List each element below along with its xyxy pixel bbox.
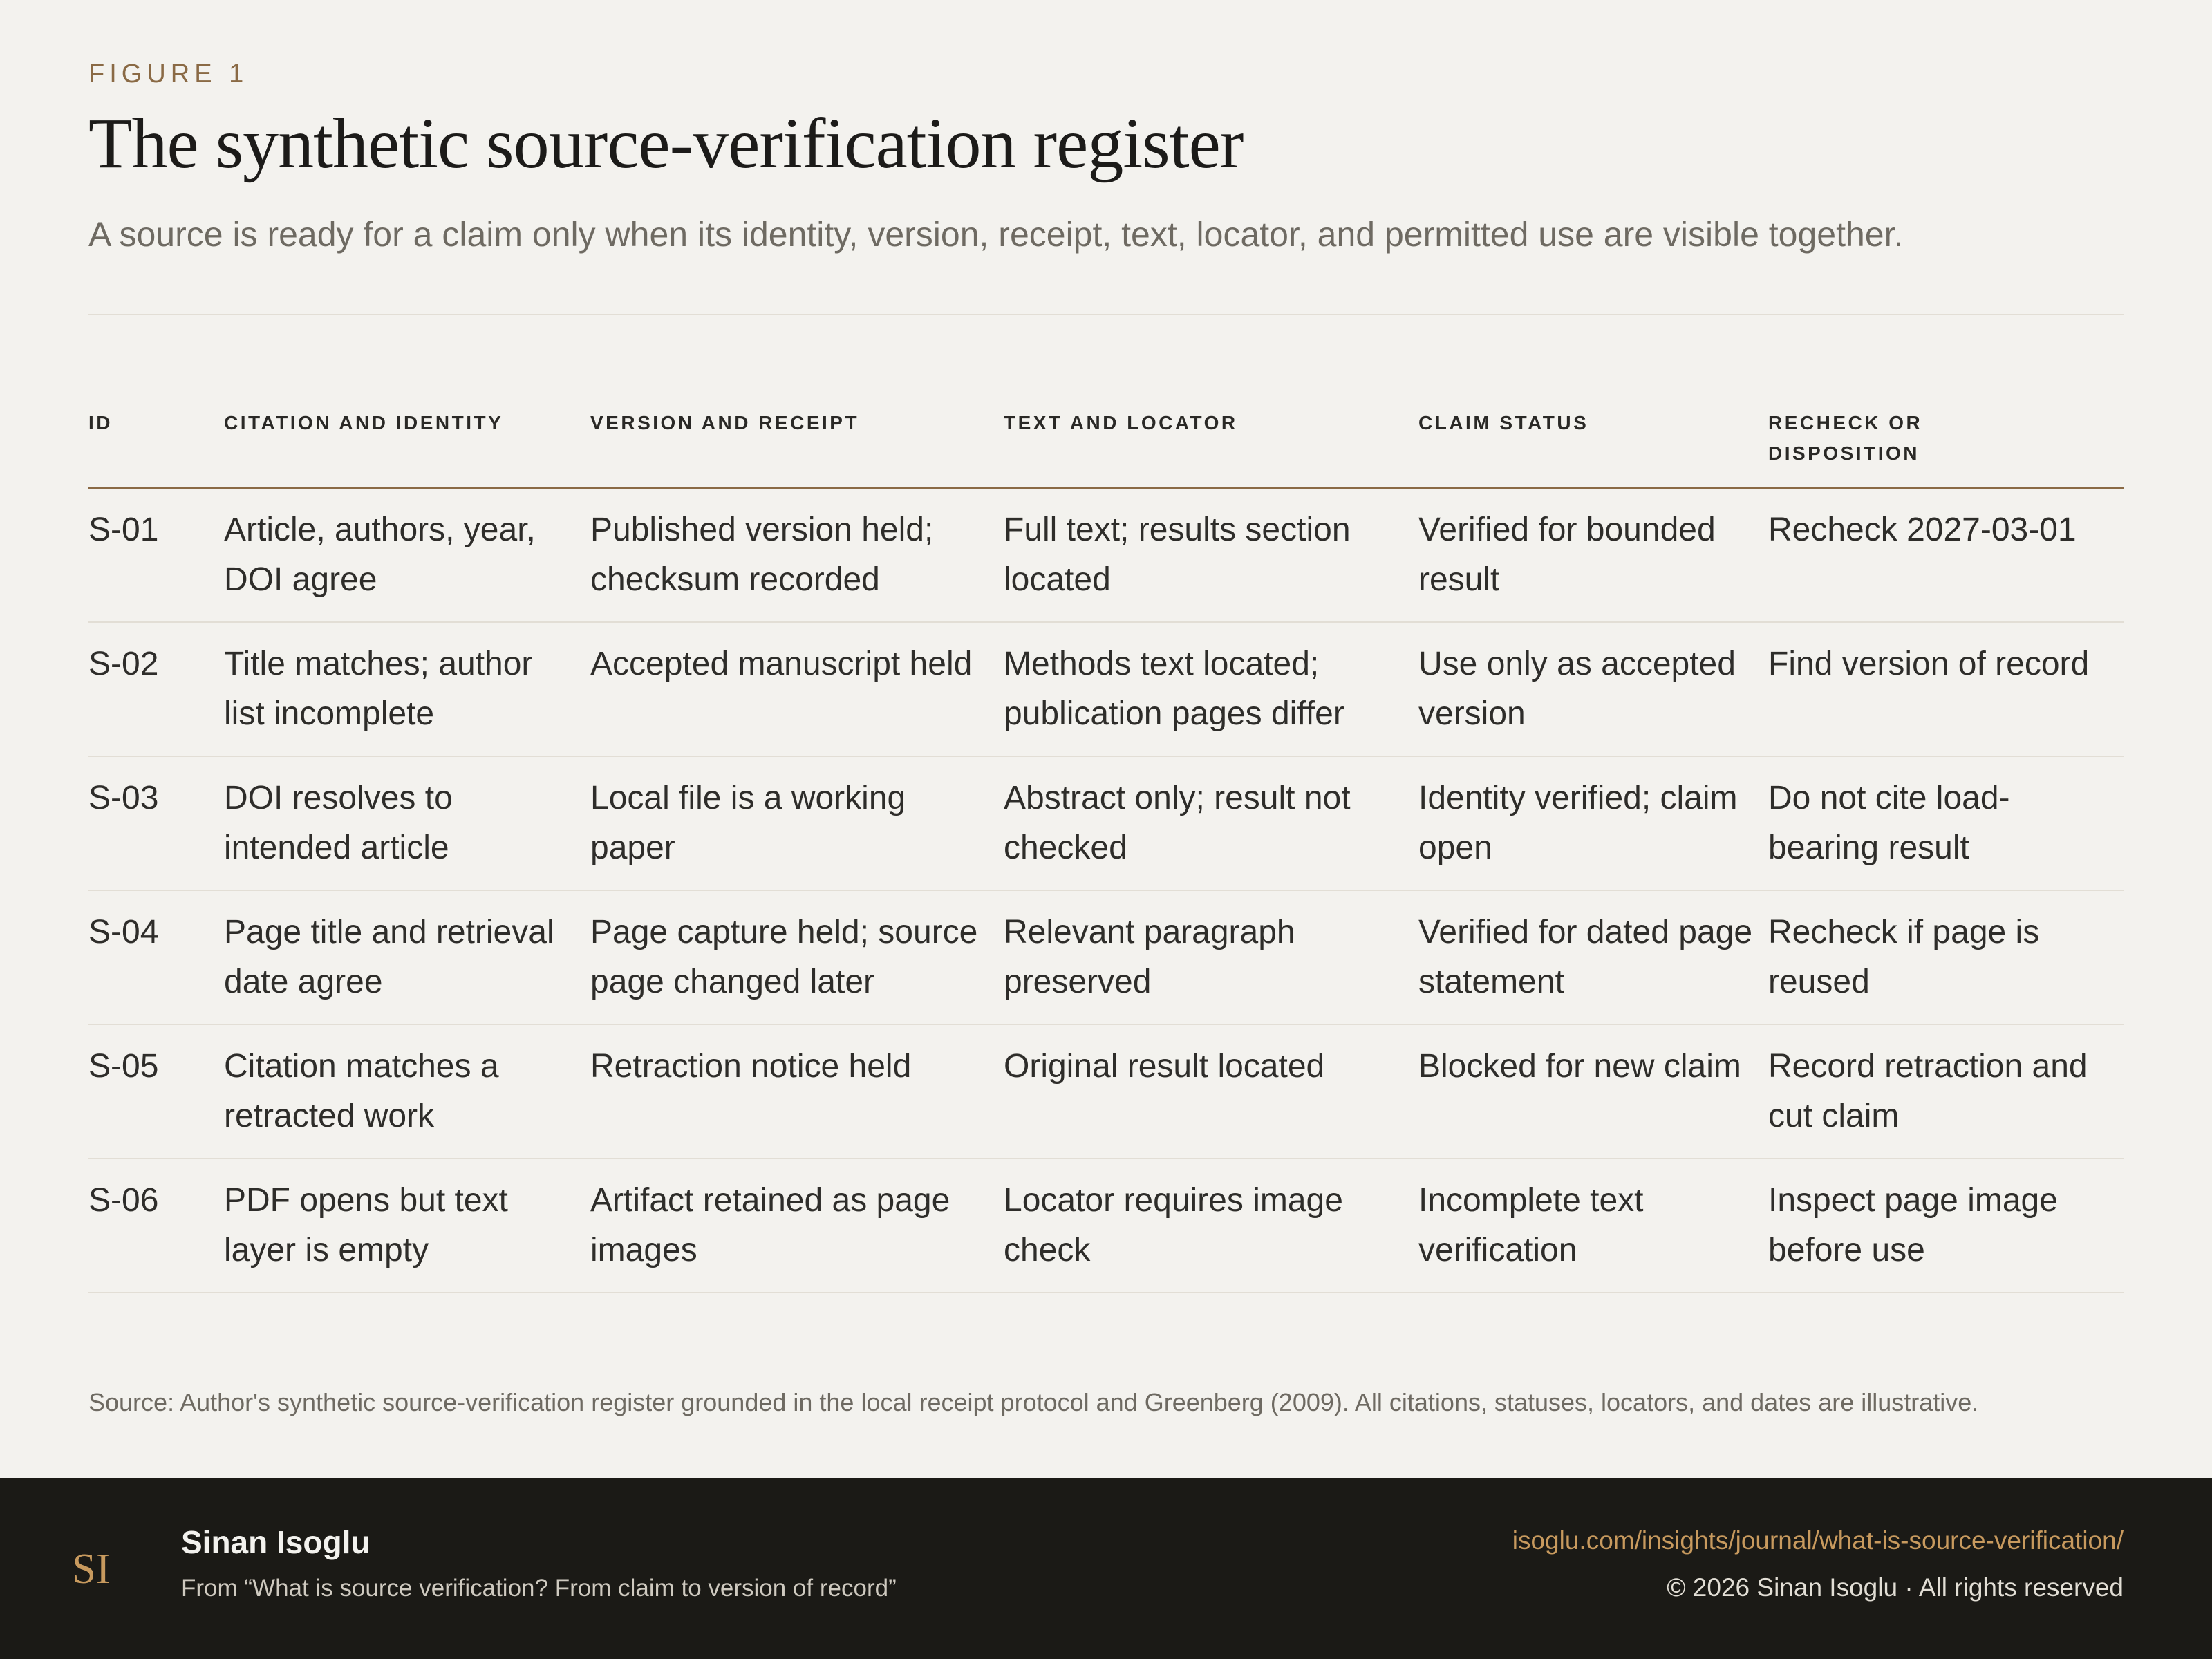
cell-text: Abstract only; result not checked [1004, 756, 1418, 890]
footer [0, 1478, 2212, 1659]
figure-subtitle: A source is ready for a claim only when its identity, version, receipt, text, locator, and permitted use are visible together. [88, 215, 1904, 254]
cell-recheck: Recheck 2027-03-01 [1768, 488, 2124, 623]
table-row [88, 488, 2124, 623]
cell-claim-status: Verified for dated page statement [1418, 890, 1768, 1024]
cell-text: Original result located [1004, 1024, 1418, 1159]
cell-id: S-05 [88, 1024, 224, 1159]
article-link[interactable]: isoglu.com/insights/journal/what-is-source-verification/ [1512, 1526, 2124, 1555]
table-header-row [88, 387, 2124, 488]
column-header-claim-status: CLAIM STATUS [1418, 387, 1768, 488]
source-note: Source: Author's synthetic source-verification register grounded in the local receipt protocol and Greenberg (2009). All citations, statuses, locators, and dates are illustrative. [88, 1388, 1979, 1416]
cell-citation: Page title and retrieval date agree [224, 890, 590, 1024]
cell-recheck: Find version of record [1768, 622, 2124, 756]
cell-version: Retraction notice held [590, 1024, 1004, 1159]
table-row [88, 622, 2124, 756]
column-header-version: VERSION AND RECEIPT [590, 387, 1004, 488]
table-row [88, 1159, 2124, 1293]
cell-text: Relevant paragraph preserved [1004, 890, 1418, 1024]
cell-id: S-01 [88, 488, 224, 623]
cell-recheck: Do not cite load-bearing result [1768, 756, 2124, 890]
cell-version: Page capture held; source page changed later [590, 890, 1004, 1024]
cell-version: Artifact retained as page images [590, 1159, 1004, 1293]
cell-id: S-02 [88, 622, 224, 756]
cell-id: S-04 [88, 890, 224, 1024]
column-header-recheck: RECHECK OR DISPOSITION [1768, 387, 2124, 488]
cell-text: Locator requires image check [1004, 1159, 1418, 1293]
monogram-logo-icon [64, 1541, 119, 1597]
column-header-citation: CITATION AND IDENTITY [224, 387, 590, 488]
cell-claim-status: Blocked for new claim [1418, 1024, 1768, 1159]
column-header-text: TEXT AND LOCATOR [1004, 387, 1418, 488]
cell-citation: PDF opens but text layer is empty [224, 1159, 590, 1293]
cell-claim-status: Use only as accepted version [1418, 622, 1768, 756]
cell-text: Full text; results section located [1004, 488, 1418, 623]
cell-recheck: Recheck if page is reused [1768, 890, 2124, 1024]
cell-text: Methods text located; publication pages differ [1004, 622, 1418, 756]
figure-kicker: FIGURE 1 [88, 59, 249, 88]
cell-citation: Title matches; author list incomplete [224, 622, 590, 756]
table-row [88, 1024, 2124, 1159]
verification-register-table [88, 387, 2124, 1293]
cell-id: S-03 [88, 756, 224, 890]
cell-citation: DOI resolves to intended article [224, 756, 590, 890]
copyright-notice: © 2026 Sinan Isoglu · All rights reserved [1667, 1573, 2124, 1602]
monogram-logo-text: SI [72, 1546, 111, 1593]
column-header-id: ID [88, 387, 224, 488]
article-reference: From “What is source verification? From claim to version of record” [181, 1575, 897, 1602]
cell-id: S-06 [88, 1159, 224, 1293]
cell-version: Accepted manuscript held [590, 622, 1004, 756]
cell-citation: Citation matches a retracted work [224, 1024, 590, 1159]
table-row [88, 890, 2124, 1024]
cell-claim-status: Verified for bounded result [1418, 488, 1768, 623]
figure-title: The synthetic source-verification register [88, 104, 1244, 183]
table-row [88, 756, 2124, 890]
cell-claim-status: Identity verified; claim open [1418, 756, 1768, 890]
cell-citation: Article, authors, year, DOI agree [224, 488, 590, 623]
divider [88, 314, 2124, 315]
cell-claim-status: Incomplete text verification [1418, 1159, 1768, 1293]
author-name: Sinan Isoglu [181, 1524, 371, 1560]
cell-recheck: Inspect page image before use [1768, 1159, 2124, 1293]
cell-version: Local file is a working paper [590, 756, 1004, 890]
cell-version: Published version held; checksum recorded [590, 488, 1004, 623]
cell-recheck: Record retraction and cut claim [1768, 1024, 2124, 1159]
